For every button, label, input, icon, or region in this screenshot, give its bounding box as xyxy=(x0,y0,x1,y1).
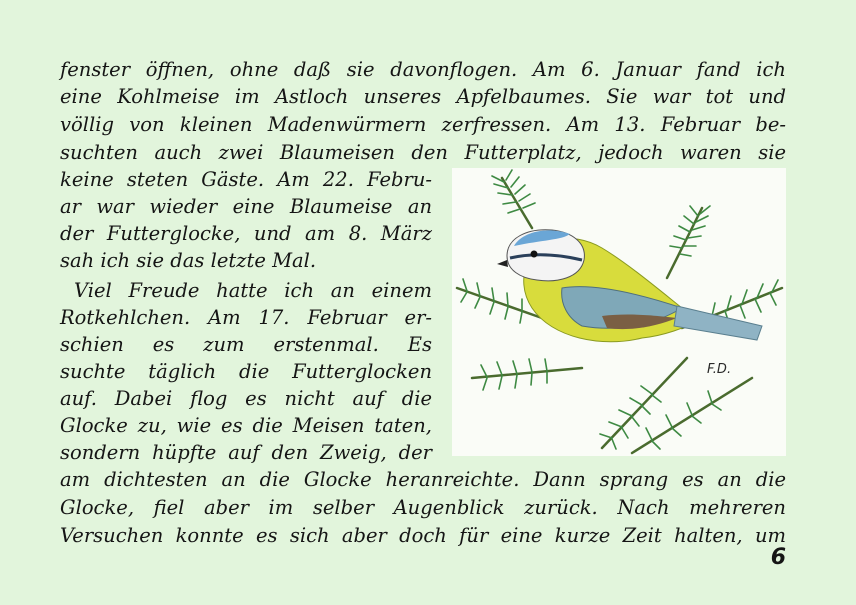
text-line: auf. Dabei flog es nicht auf die xyxy=(60,387,432,410)
paragraph-first-line: Viel Freude hatte ich an einem xyxy=(74,279,432,302)
text-line: am dichtesten an die Glocke heranreichte. Dann sprang es an die xyxy=(60,468,786,491)
text-line: Versuchen konnte es sich aber doch für eine kurze Zeit halten, um xyxy=(60,524,786,547)
text-line: der Futterglocke, und am 8. März xyxy=(60,222,432,245)
artist-signature: F.D. xyxy=(707,362,732,377)
text-line: suchte täglich die Futterglocken xyxy=(60,360,432,383)
text-line: völlig von kleinen Madenwürmern zerfressen. Am 13. Februar be- xyxy=(60,113,786,136)
text-line: sah ich sie das letzte Mal. xyxy=(60,249,317,272)
text-line: schien es zum erstenmal. Es xyxy=(60,333,432,356)
text-line: suchten auch zwei Blaumeisen den Futterplatz, jedoch waren sie xyxy=(60,141,786,164)
text-line: Glocke, fiel aber im selber Augenblick zurück. Nach mehreren xyxy=(60,496,786,519)
text-line: Rotkehlchen. Am 17. Februar er- xyxy=(60,306,432,329)
text-line: keine steten Gäste. Am 22. Febru- xyxy=(60,168,432,191)
text-line: eine Kohlmeise im Astloch unseres Apfelbaumes. Sie war tot und xyxy=(60,85,786,108)
blue-tit-drawing xyxy=(452,168,786,456)
text-line: fenster öffnen, ohne daß sie davonflogen. Am 6. Januar fand ich xyxy=(60,58,786,81)
text-line: ar war wieder eine Blaumeise an xyxy=(60,195,432,218)
text-line: Glocke zu, wie es die Meisen taten, xyxy=(60,414,432,437)
page-number: 6 xyxy=(770,545,786,570)
text-line: sondern hüpfte auf den Zweig, der xyxy=(60,441,432,464)
blue-tit-illustration xyxy=(452,168,786,456)
